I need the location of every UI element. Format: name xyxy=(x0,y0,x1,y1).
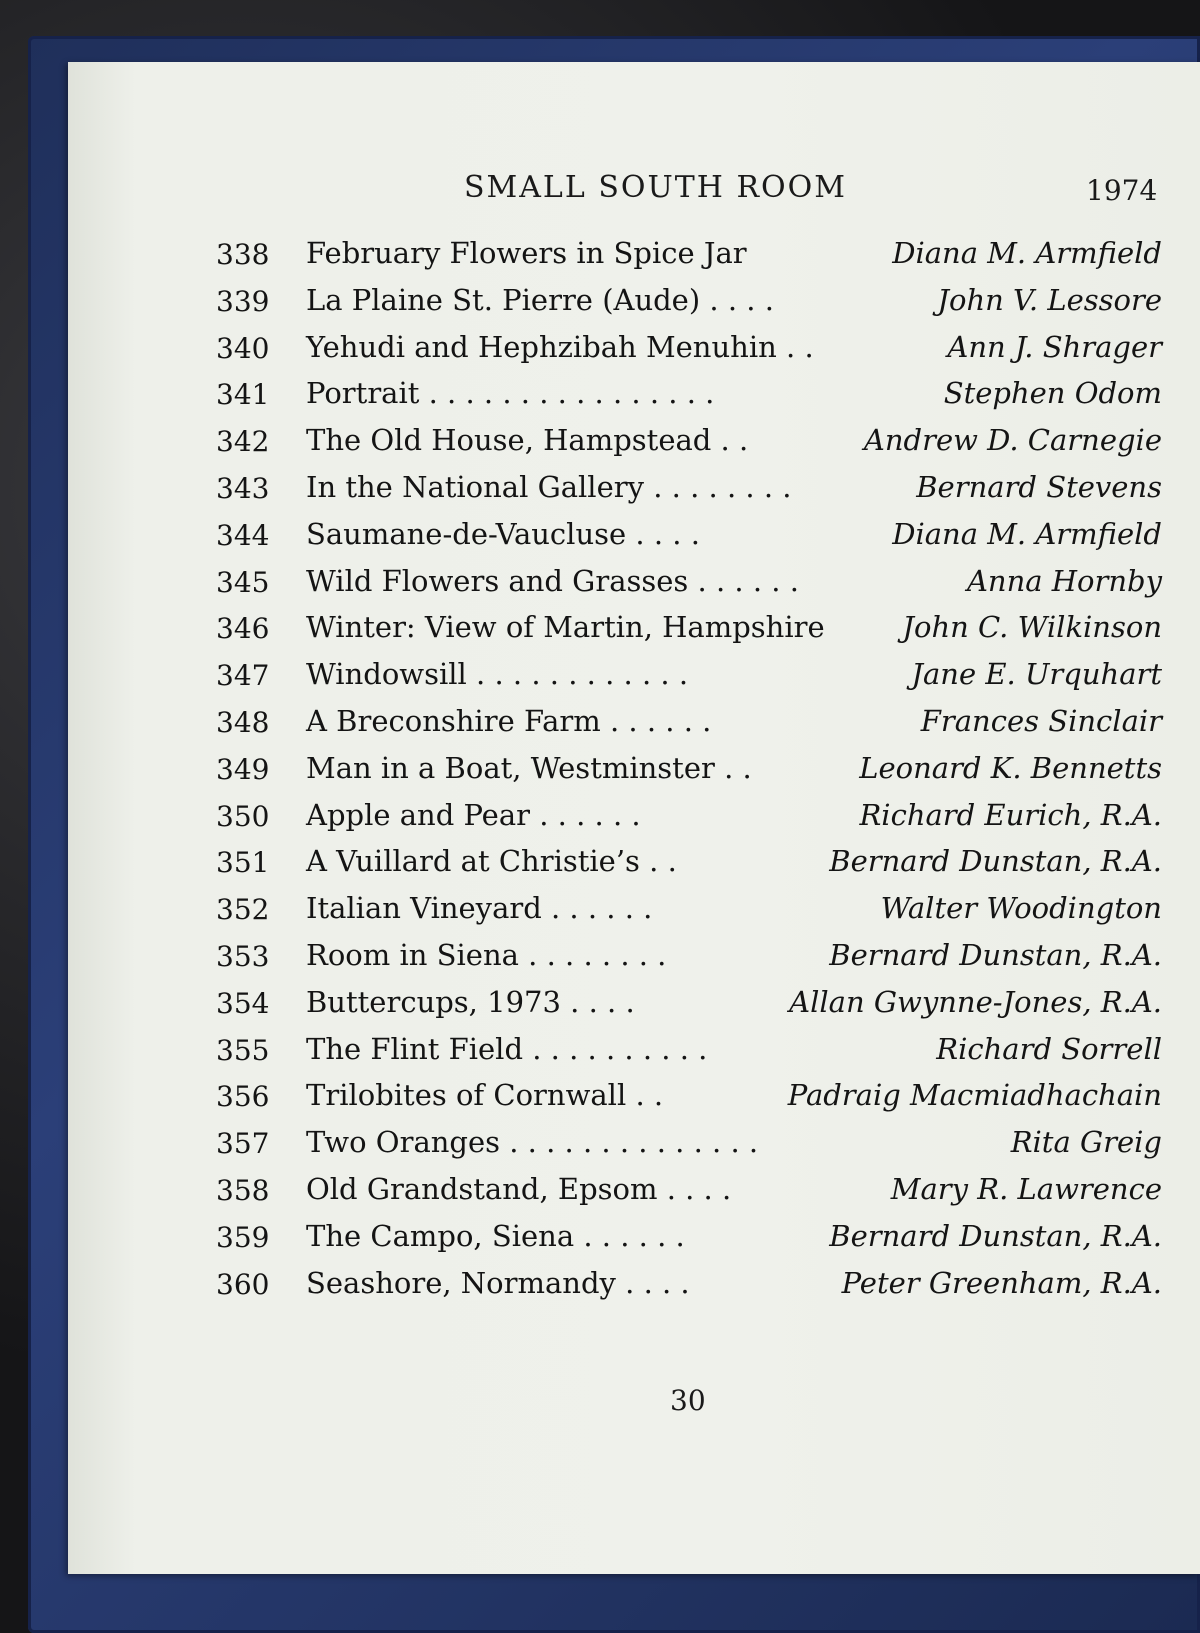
artist-name: Frances Sinclair xyxy=(920,704,1162,738)
list-item xyxy=(0,938,1200,986)
catalogue-number: 352 xyxy=(216,893,270,927)
list-item xyxy=(0,283,1200,331)
catalogue-number: 341 xyxy=(216,378,270,412)
artwork-title: Windowsill . . . . . . . . . . . . xyxy=(306,657,689,692)
list-item xyxy=(0,798,1200,846)
catalogue-number: 339 xyxy=(216,284,270,318)
artwork-title: Trilobites of Cornwall . . xyxy=(306,1078,664,1113)
catalogue-number: 346 xyxy=(216,612,270,646)
artwork-title: Italian Vineyard . . . . . . xyxy=(306,891,653,926)
artwork-title: Wild Flowers and Grasses . . . . . . xyxy=(306,563,799,598)
catalogue-number: 350 xyxy=(216,799,270,833)
artwork-title: February Flowers in Spice Jar xyxy=(306,236,747,270)
artwork-title: Buttercups, 1973 . . . . xyxy=(306,984,635,1019)
catalogue-number: 359 xyxy=(216,1220,270,1254)
artist-name: Anna Hornby xyxy=(966,563,1162,598)
catalogue-number: 349 xyxy=(216,752,270,786)
list-item xyxy=(0,1219,1200,1267)
catalogue-number: 354 xyxy=(216,986,270,1020)
catalogue-number: 340 xyxy=(216,331,270,365)
catalogue-number: 360 xyxy=(216,1267,270,1301)
artwork-title: Winter: View of Martin, Hampshire xyxy=(306,610,825,645)
artwork-title: A Vuillard at Christie’s . . xyxy=(306,844,677,879)
artwork-title: Apple and Pear . . . . . . xyxy=(306,797,641,832)
list-item xyxy=(0,423,1200,471)
artist-name: Richard Sorrell xyxy=(936,1031,1162,1066)
artwork-title: La Plaine St. Pierre (Aude) . . . . xyxy=(306,282,774,317)
artwork-title: The Flint Field . . . . . . . . . . xyxy=(306,1031,708,1066)
list-item xyxy=(0,1172,1200,1220)
list-item xyxy=(0,751,1200,799)
artwork-title: Room in Siena . . . . . . . . xyxy=(306,938,667,972)
running-head: SMALL SOUTH ROOM xyxy=(464,170,847,205)
artwork-title: The Campo, Siena . . . . . . xyxy=(306,1218,685,1253)
artist-name: John C. Wilkinson xyxy=(902,610,1162,645)
year-label: 1974 xyxy=(1086,174,1158,207)
list-item xyxy=(0,844,1200,892)
page-header xyxy=(0,170,1200,214)
page-number: 30 xyxy=(670,1384,706,1417)
artist-name: Walter Woodington xyxy=(880,891,1162,926)
artist-name: Bernard Dunstan, R.A. xyxy=(829,938,1162,972)
catalogue-number: 348 xyxy=(216,706,270,739)
catalogue-number: 351 xyxy=(216,846,270,880)
artist-name: Richard Eurich, R.A. xyxy=(859,797,1162,832)
list-item xyxy=(0,517,1200,565)
list-item xyxy=(0,657,1200,705)
catalogue-number: 353 xyxy=(216,940,270,973)
artist-name: Bernard Dunstan, R.A. xyxy=(829,844,1162,879)
list-item xyxy=(0,1125,1200,1173)
catalogue-number: 347 xyxy=(216,659,270,693)
artwork-title: Seashore, Normandy . . . . xyxy=(306,1265,690,1300)
artist-name: Andrew D. Carnegie xyxy=(863,423,1162,458)
list-item xyxy=(0,1078,1200,1126)
list-item xyxy=(0,610,1200,658)
artwork-title: Portrait . . . . . . . . . . . . . . . . xyxy=(306,376,715,411)
catalogue-number: 342 xyxy=(216,425,270,459)
artwork-title: A Breconshire Farm . . . . . . xyxy=(306,704,712,738)
list-item xyxy=(0,236,1200,284)
artist-name: Bernard Dunstan, R.A. xyxy=(829,1218,1162,1253)
catalogue-number: 358 xyxy=(216,1174,270,1207)
list-item xyxy=(0,704,1200,752)
artwork-title: The Old House, Hampstead . . xyxy=(306,423,749,458)
artist-name: Diana M. Armfield xyxy=(892,516,1162,551)
artist-name: Rita Greig xyxy=(1010,1125,1162,1160)
artist-name: Mary R. Lawrence xyxy=(890,1172,1162,1206)
catalogue-number: 356 xyxy=(216,1080,270,1114)
artist-name: Padraig Macmiadhachain xyxy=(787,1078,1162,1113)
list-item xyxy=(0,1032,1200,1080)
artist-name: Jane E. Urquhart xyxy=(911,657,1162,692)
list-item xyxy=(0,891,1200,939)
artist-name: Peter Greenham, R.A. xyxy=(841,1265,1162,1300)
catalogue-number: 343 xyxy=(216,472,270,505)
artist-name: Leonard K. Bennetts xyxy=(859,750,1162,785)
catalogue-number: 357 xyxy=(216,1127,270,1161)
artist-name: Stephen Odom xyxy=(943,376,1162,411)
list-item xyxy=(0,330,1200,378)
artist-name: John V. Lessore xyxy=(937,282,1162,317)
artist-name: Bernard Stevens xyxy=(916,470,1162,504)
list-item xyxy=(0,1266,1200,1314)
list-item xyxy=(0,985,1200,1033)
catalogue-number: 355 xyxy=(216,1033,270,1067)
list-item xyxy=(0,376,1200,424)
artwork-title: Saumane-de-Vaucluse . . . . xyxy=(306,516,700,551)
catalogue-number: 344 xyxy=(216,518,270,552)
artist-name: Ann J. Shrager xyxy=(947,329,1162,364)
list-item xyxy=(0,470,1200,518)
artist-name: Allan Gwynne-Jones, R.A. xyxy=(789,984,1162,1019)
list-item xyxy=(0,564,1200,612)
artwork-title: Yehudi and Hephzibah Menuhin . . xyxy=(306,329,814,364)
artwork-title: In the National Gallery . . . . . . . . xyxy=(306,470,792,504)
artist-name: Diana M. Armfield xyxy=(892,236,1162,270)
artwork-title: Two Oranges . . . . . . . . . . . . . . xyxy=(306,1125,759,1160)
artwork-title: Old Grandstand, Epsom . . . . xyxy=(306,1172,732,1206)
catalogue-number: 345 xyxy=(216,565,270,599)
artwork-title: Man in a Boat, Westminster . . xyxy=(306,750,752,785)
catalogue-number: 338 xyxy=(216,238,270,271)
